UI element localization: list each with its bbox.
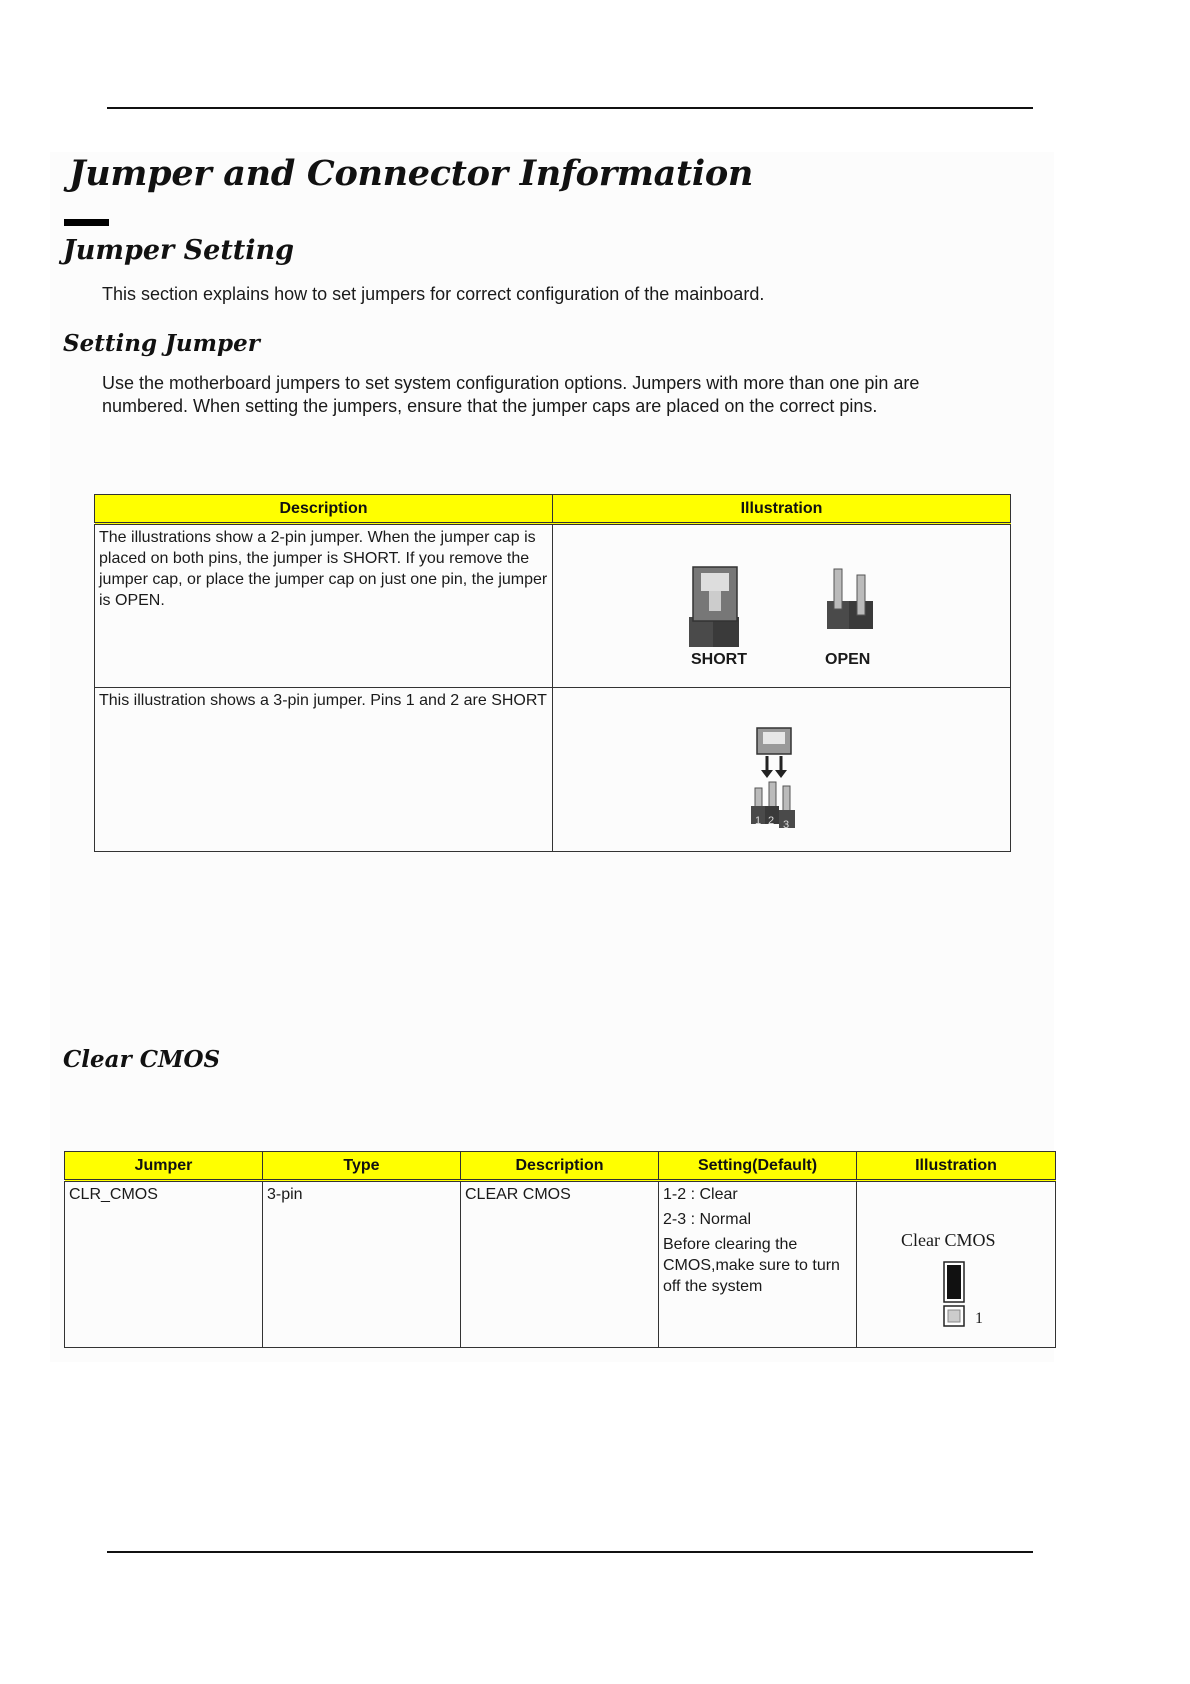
- cmos-jumper-icon: [942, 1260, 972, 1332]
- cell-type: 3-pin: [263, 1181, 461, 1348]
- cell-setting: [659, 1181, 857, 1348]
- header-description: Description: [461, 1152, 659, 1181]
- page-title: Jumper and Connector Information: [69, 153, 754, 194]
- table-row: [95, 524, 1011, 688]
- three-pin-illustration: [557, 690, 1006, 848]
- clear-cmos-illustration: [861, 1184, 1051, 1344]
- pin-number-2: 2: [768, 815, 775, 827]
- subsection-text: Use the motherboard jumpers to set system configuration options. Jumpers with more than one pin are numbered. When setting the jumpers, ensure that the jumper caps are placed on the correct pins.: [102, 373, 920, 416]
- pin-number-1: 1: [755, 815, 762, 827]
- jumper-illustration-table: [94, 494, 1011, 852]
- header-jumper: Jumper: [65, 1152, 263, 1181]
- setting-clear: 1-2 : Clear: [663, 1186, 738, 1203]
- two-pin-description: The illustrations show a 2-pin jumper. When the jumper cap is placed on both pins, the jumper is SHORT. If you remove the jumper cap, or place the jumper cap on just one pin, the jumper is OPEN.: [95, 524, 553, 688]
- section-intro: This section explains how to set jumpers for correct configuration of the mainboard.: [102, 284, 765, 304]
- header-description: Description: [95, 495, 553, 524]
- three-pin-description: This illustration shows a 3-pin jumper. Pins 1 and 2 are SHORT: [95, 688, 553, 852]
- header-illustration: Illustration: [553, 495, 1011, 524]
- subsection-title: Setting Jumper: [63, 330, 260, 357]
- open-label: OPEN: [825, 651, 871, 668]
- section-title: Jumper Setting: [63, 235, 295, 266]
- footer-rule: [107, 1551, 1033, 1553]
- setting-normal: 2-3 : Normal: [663, 1211, 752, 1228]
- pin-one-label: 1: [975, 1310, 983, 1327]
- cell-illustration: [857, 1181, 1056, 1348]
- pin-number-3: 3: [783, 819, 790, 831]
- table-header-row: [65, 1152, 1056, 1181]
- table-header-row: [95, 495, 1011, 524]
- table-row: [95, 688, 1011, 852]
- clear-cmos-label: Clear CMOS: [901, 1230, 996, 1250]
- three-pin-numbers: [747, 806, 827, 836]
- three-pin-illustration-cell: [553, 688, 1011, 852]
- clear-cmos-table: [64, 1151, 1056, 1348]
- header-setting: Setting(Default): [659, 1152, 857, 1181]
- cell-description: CLEAR CMOS: [461, 1181, 659, 1348]
- header-type: Type: [263, 1152, 461, 1181]
- setting-note: Before clearing the CMOS,make sure to turn off the system: [663, 1236, 840, 1295]
- title-accent-bar: [64, 219, 109, 226]
- two-pin-illustration-cell: [553, 524, 1011, 688]
- two-pin-illustration: [557, 527, 1006, 685]
- cell-jumper: CLR_CMOS: [65, 1181, 263, 1348]
- short-label: SHORT: [691, 651, 747, 668]
- table-row: [65, 1181, 1056, 1348]
- header-rule: [107, 107, 1033, 109]
- clear-cmos-title: Clear CMOS: [63, 1046, 221, 1073]
- header-illustration: Illustration: [857, 1152, 1056, 1181]
